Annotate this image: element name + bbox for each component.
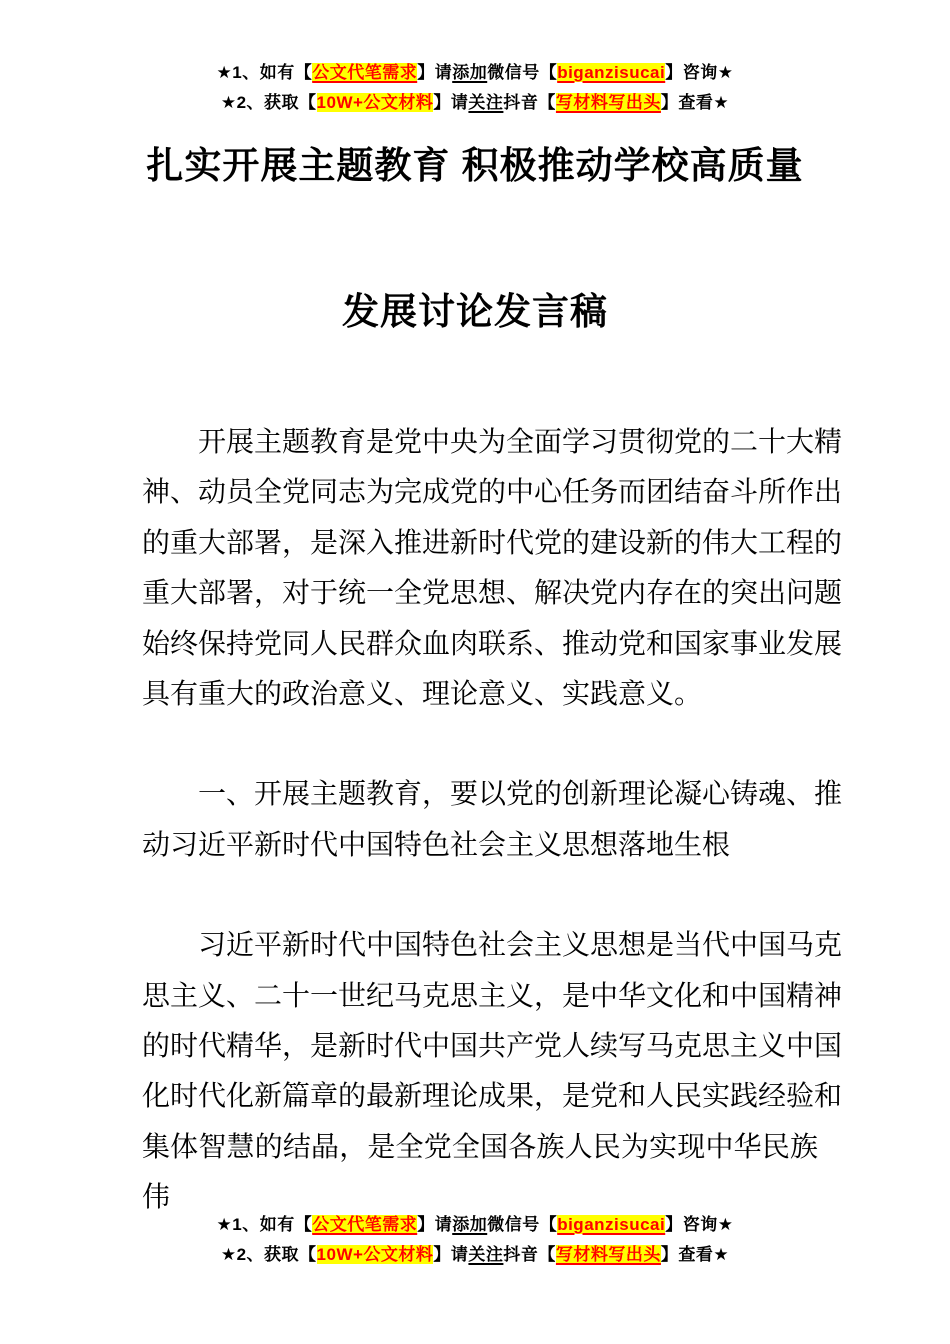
banner-text-run: 抖音【 (503, 93, 556, 112)
banner-text-run: 关注 (468, 1245, 504, 1264)
banner-text-run: 公文代笔需求 (312, 1215, 418, 1234)
banner-text-run: biganzisucai (557, 1215, 666, 1234)
footer-banner (0, 1210, 950, 1270)
banner-text-run: 添加 (452, 1215, 488, 1234)
footer-banner-line-1 (0, 1210, 950, 1240)
heading-section-1-line-1: 一、开展主题教育，要以党的创新理论凝心铸魂、推 (198, 778, 843, 810)
header-banner-line-2 (0, 88, 950, 118)
header-banner-line-1 (0, 58, 950, 88)
banner-text-run: biganzisucai (557, 63, 666, 82)
document-title-line-1: 扎实开展主题教育 积极推动学校高质量 (146, 145, 804, 186)
header-banner (0, 58, 950, 118)
banner-text-run: 微信号【 (487, 63, 558, 82)
banner-text-run: 添加 (452, 63, 488, 82)
banner-text-run: 10W+公文材料 (316, 93, 434, 112)
para-intro-line-6: 具有重大的政治意义、理论意义、实践意义。 (142, 678, 703, 710)
heading-section-1-line-2: 动习近平新时代中国特色社会主义思想落地生根 (142, 828, 731, 860)
para-intro-line-5: 始终保持党同人民群众血肉联系、推动党和国家事业发展 (142, 627, 843, 659)
banner-text-run: 抖音【 (503, 1245, 556, 1264)
banner-text-run: 写材料写出头 (555, 93, 661, 112)
banner-text-run: 】查看★ (660, 1245, 730, 1264)
para-section-1-body-line-4: 化时代化新篇章的最新理论成果，是党和人民实践经验和 (142, 1080, 843, 1112)
para-intro-line-4: 重大部署，对于统一全党思想、解决党内存在的突出问题 (142, 577, 843, 609)
banner-text-run: ★1、如有【 (216, 63, 313, 82)
banner-text-run: 】请 (433, 93, 469, 112)
document-title-line-2: 发展讨论发言稿 (342, 291, 608, 332)
banner-text-run: ★2、获取【 (220, 93, 317, 112)
banner-text-run: 】请 (417, 63, 453, 82)
banner-text-run: ★2、获取【 (220, 1245, 317, 1264)
heading-section-1 (142, 769, 843, 870)
banner-text-run: 微信号【 (487, 1215, 558, 1234)
banner-text-run: ★1、如有【 (216, 1215, 313, 1234)
banner-text-run: 】请 (417, 1215, 453, 1234)
para-section-1-body-line-5: 集体智慧的结晶，是全党全国各族人民为实现中华民族伟 (142, 1130, 818, 1213)
banner-text-run: 】请 (433, 1245, 469, 1264)
para-intro (142, 417, 843, 719)
para-section-1-body-line-2: 思主义、二十一世纪马克思主义，是中华文化和中国精神 (142, 979, 843, 1011)
banner-text-run: 】查看★ (660, 93, 730, 112)
banner-text-run: 】咨询★ (665, 63, 734, 82)
para-section-1-body-line-1: 习近平新时代中国特色社会主义思想是当代中国马克 (198, 929, 843, 961)
banner-text-run: 10W+公文材料 (316, 1245, 434, 1264)
banner-text-run: 】咨询★ (665, 1215, 734, 1234)
para-section-1-body-line-3: 的时代精华，是新时代中国共产党人续写马克思主义中国 (142, 1030, 843, 1062)
footer-banner-line-2 (0, 1240, 950, 1270)
para-intro-line-2: 神、动员全党同志为完成党的中心任务而团结奋斗所作出 (142, 476, 843, 508)
para-section-1-body (142, 920, 843, 1222)
para-intro-line-3: 的重大部署，是深入推进新时代党的建设新的伟大工程的 (142, 526, 843, 558)
banner-text-run: 写材料写出头 (555, 1245, 661, 1264)
para-intro-line-1: 开展主题教育是党中央为全面学习贯彻党的二十大精 (198, 426, 843, 457)
document-body (142, 417, 843, 1273)
banner-text-run: 公文代笔需求 (312, 63, 418, 82)
banner-text-run: 关注 (468, 93, 504, 112)
